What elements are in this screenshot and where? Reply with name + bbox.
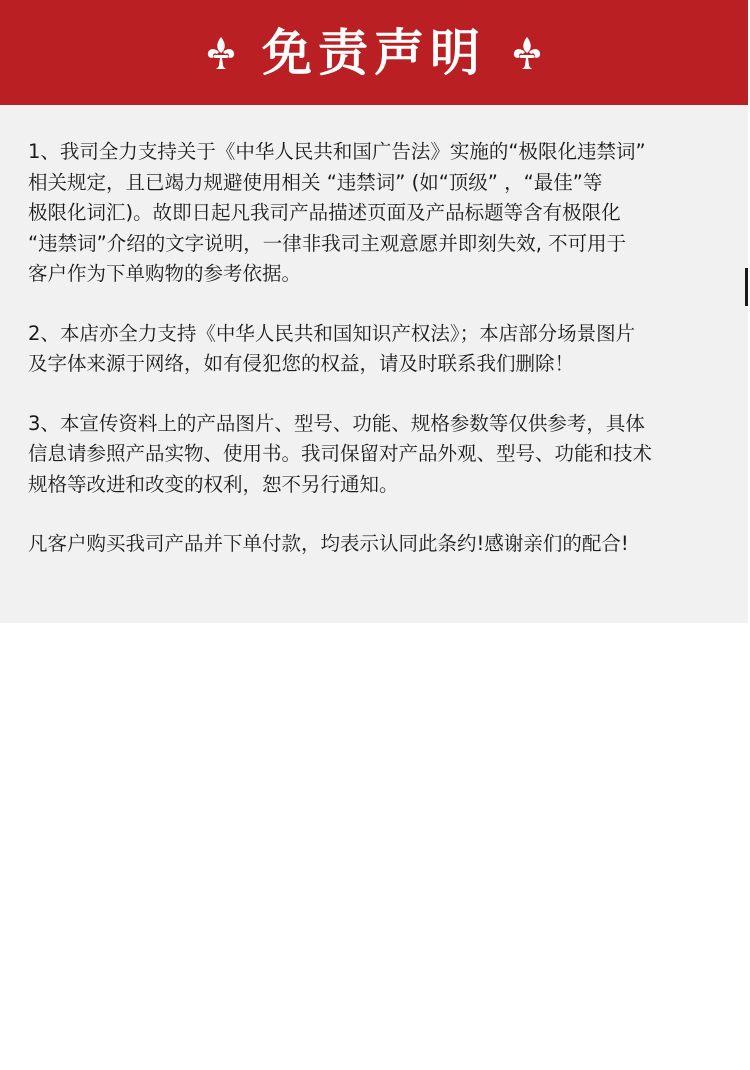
disclaimer-header: [0, 0, 748, 105]
clause-1: 1、我司全力支持关于《中华人民共和国广告法》实施的“极限化违禁词” 相关规定，且已竭力规避使用相关 “违禁词” (如“顶级” ，“最佳”等 极限化词汇)。故即日起凡我司产品描述页面及产品标题等含有极限化 “违禁词”介绍的文字说明，一律非我司主观意愿并即刻失效, 不可用于 客户作为下单购物的参考依据。: [28, 140, 646, 285]
disclaimer-body: [0, 105, 748, 623]
page-title: 免责声明: [262, 23, 486, 82]
clause-3: 3、本宣传资料上的产品图片、型号、功能、规格参数等仅供参考，具体 信息请参照产品实物、使用书。我司保留对产品外观、型号、功能和技术 规格等改进和改变的权利，恕不另行通知。: [28, 411, 653, 496]
closing-statement: 凡客户购买我司产品并下单付款，均表示认同此条约!感谢亲们的配合!: [28, 532, 629, 555]
fleur-de-lis-icon: [512, 36, 542, 70]
fleur-de-lis-icon: [206, 36, 236, 70]
clause-2: 2、本店亦全力支持《中华人民共和国知识产权法》；本店部分场景图片 及字体来源于网络，如有侵犯您的权益，请及时联系我们删除！: [28, 321, 636, 375]
edge-marker: [745, 268, 748, 306]
